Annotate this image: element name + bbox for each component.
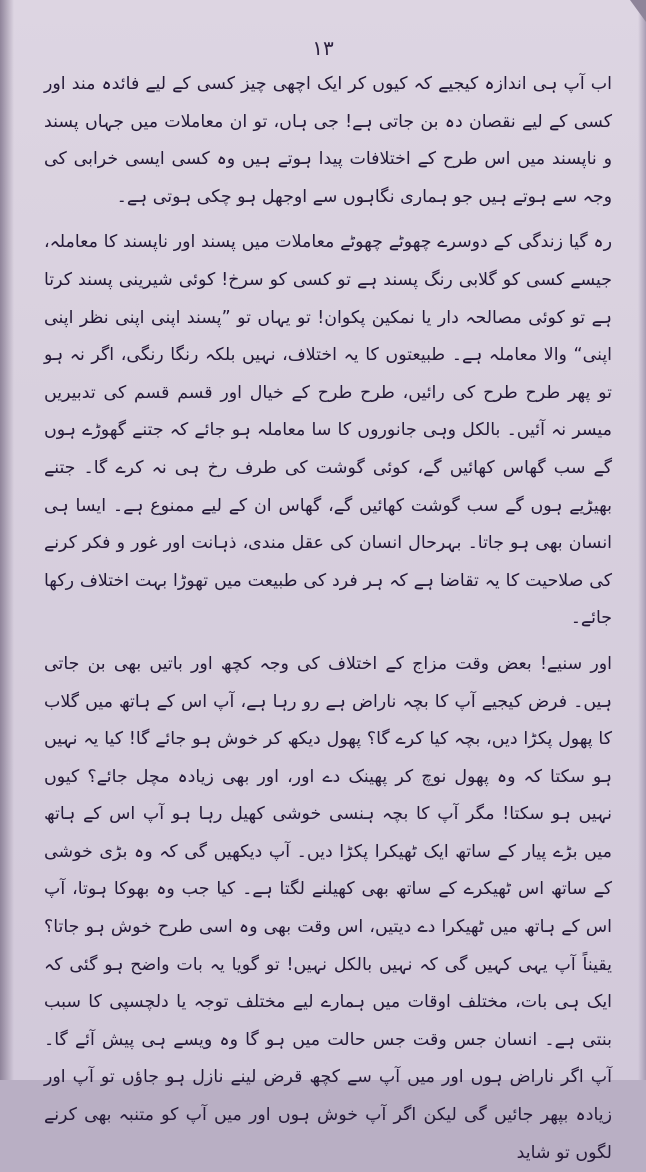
page-edge [638,0,646,1080]
binding-shadow [0,0,14,1080]
paragraph-1: اب آپ ہی اندازہ کیجیے کہ کیوں کر ایک اچھی چیز کسی کے لیے فائدہ مند اور کسی کے لیے نقصان دہ بن جاتی ہے! جی ہاں، تو ان معاملات میں جہاں پسند و ناپسند میں اس طرح کے اختلافات پیدا ہوتے ہیں وہ کسی ایسی خرابی کی وجہ سے ہوتے ہیں جو ہماری نگاہوں سے اوجھل ہو چکی ہوتی ہے۔ [44,74,612,207]
page-text [44,66,612,1172]
page-number: ١٣ [312,36,334,60]
paragraph-2: رہ گیا زندگی کے دوسرے چھوٹے چھوٹے معاملات میں پسند اور ناپسند کا معاملہ، جیسے کسی کو گلابی رنگ پسند ہے تو کسی کو سرخ! کوئی شیرینی پسند کرتا ہے تو کوئی مصالحہ دار یا نمکین پکوان! تو یہاں تو ”پسند اپنی اپنی نظر اپنی اپنی“ والا معاملہ ہے۔ طبیعتوں کا یہ اختلاف، نہیں بلکہ رنگا رنگی، اگر نہ ہو تو پھر طرح طرح کی رائیں، طرح طرح کے خیال اور قسم قسم کی تدبیریں میسر نہ آئیں۔ بالکل وہی جانوروں کا سا معاملہ ہو جائے کہ جتنے گھوڑے ہوں گے سب گھاس کھائیں گے، کوئی گوشت کی طرف رخ ہی نہ کرے گا۔ جتنے بھیڑیے ہوں گے سب گوشت کھائیں گے، گھاس ان کے لیے ممنوع ہے۔ ایسا ہی انسان بھی ہو جاتا۔ بہرحال انسان کی عقل مندی، ذہانت اور غور و فکر کرنے کی صلاحیت کا یہ تقاضا ہے کہ ہر فرد کی طبیعت میں تھوڑا بہت اختلاف رکھا جائے۔ [44,232,612,629]
corner-fold [630,0,646,22]
paragraph-3: اور سنیے! بعض وقت مزاج کے اختلاف کی وجہ کچھ اور باتیں بھی بن جاتی ہیں۔ فرض کیجیے آپ کا بچہ ناراض ہے رو رہا ہے، آپ اس کے ہاتھ میں گلاب کا پھول پکڑا دیں، بچہ کیا کرے گا؟ پھول دیکھ کر خوش ہو جائے گا! کیا یہ نہیں ہو سکتا کہ وہ پھول نوچ کر پھینک دے اور، اور بھی زیادہ مچل جائے؟ کیوں نہیں ہو سکتا! مگر آپ کا بچہ ہنسی خوشی کھیل رہا ہو آپ اس کے ہاتھ میں بڑے پیار کے ساتھ ایک ٹھیکرا پکڑا دیں۔ آپ دیکھیں گی کہ وہ بڑی خوشی کے ساتھ اس ٹھیکرے کے ساتھ بھی کھیلنے لگتا ہے۔ کیا جب وہ بھوکا ہوتا، آپ اس کے ہاتھ میں ٹھیکرا دے دیتیں، اس وقت بھی وہ اسی طرح خوش ہو جاتا؟ یقیناً آپ یہی کہیں گی کہ نہیں بالکل نہیں! تو گویا یہ بات واضح ہو گئی کہ ایک ہی بات، مختلف اوقات میں ہمارے لیے مختلف توجہ یا دلچسپی کا سبب بنتی ہے۔ انسان جس وقت جس حالت میں ہو گا وہ ویسے ہی پیش آئے گا۔ آپ اگر ناراض ہوں اور میں آپ سے کچھ قرض لینے نازل ہو جاؤں تو آپ اور زیادہ بپھر جائیں گی لیکن اگر آپ خوش ہوں اور میں آپ کو متنبہ بھی کرنے لگوں تو شاید [44,653,612,1163]
